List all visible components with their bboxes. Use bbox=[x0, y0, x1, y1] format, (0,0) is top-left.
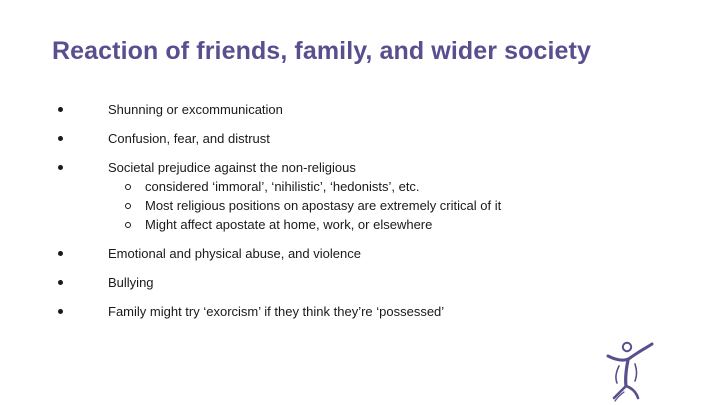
bullet-dot-icon bbox=[58, 280, 63, 285]
bullet-text: Shunning or excommunication bbox=[108, 102, 283, 117]
bullet-text: Family might try ‘exorcism’ if they think they’re ‘possessed’ bbox=[108, 304, 445, 319]
slide-title: Reaction of friends, family, and wider society bbox=[52, 37, 591, 65]
sub-bullet-text: Most religious positions on apostasy are extremely critical of it bbox=[145, 198, 502, 213]
sub-bullet-circle-icon bbox=[125, 203, 131, 209]
bullet-text: Bullying bbox=[108, 275, 154, 290]
sub-bullet-text: considered ‘immoral’, ‘nihilistic’, ‘hedonists’, etc. bbox=[145, 179, 420, 194]
sub-bullet-text: Might affect apostate at home, work, or elsewhere bbox=[145, 217, 433, 232]
bullet-dot-icon bbox=[58, 136, 63, 141]
bullet-text: Confusion, fear, and distrust bbox=[108, 131, 270, 146]
bullet-dot-icon bbox=[58, 107, 63, 112]
bullet-dot-icon bbox=[58, 165, 63, 170]
bullet-dot-icon bbox=[58, 251, 63, 256]
sub-bullet-circle-icon bbox=[125, 222, 131, 228]
sub-bullet-circle-icon bbox=[125, 184, 131, 190]
bullet-dot-icon bbox=[58, 309, 63, 314]
bullet-text: Emotional and physical abuse, and violence bbox=[108, 246, 361, 261]
leaping-figure-logo-icon bbox=[600, 340, 670, 402]
bullet-text: Societal prejudice against the non-religious bbox=[108, 160, 356, 175]
